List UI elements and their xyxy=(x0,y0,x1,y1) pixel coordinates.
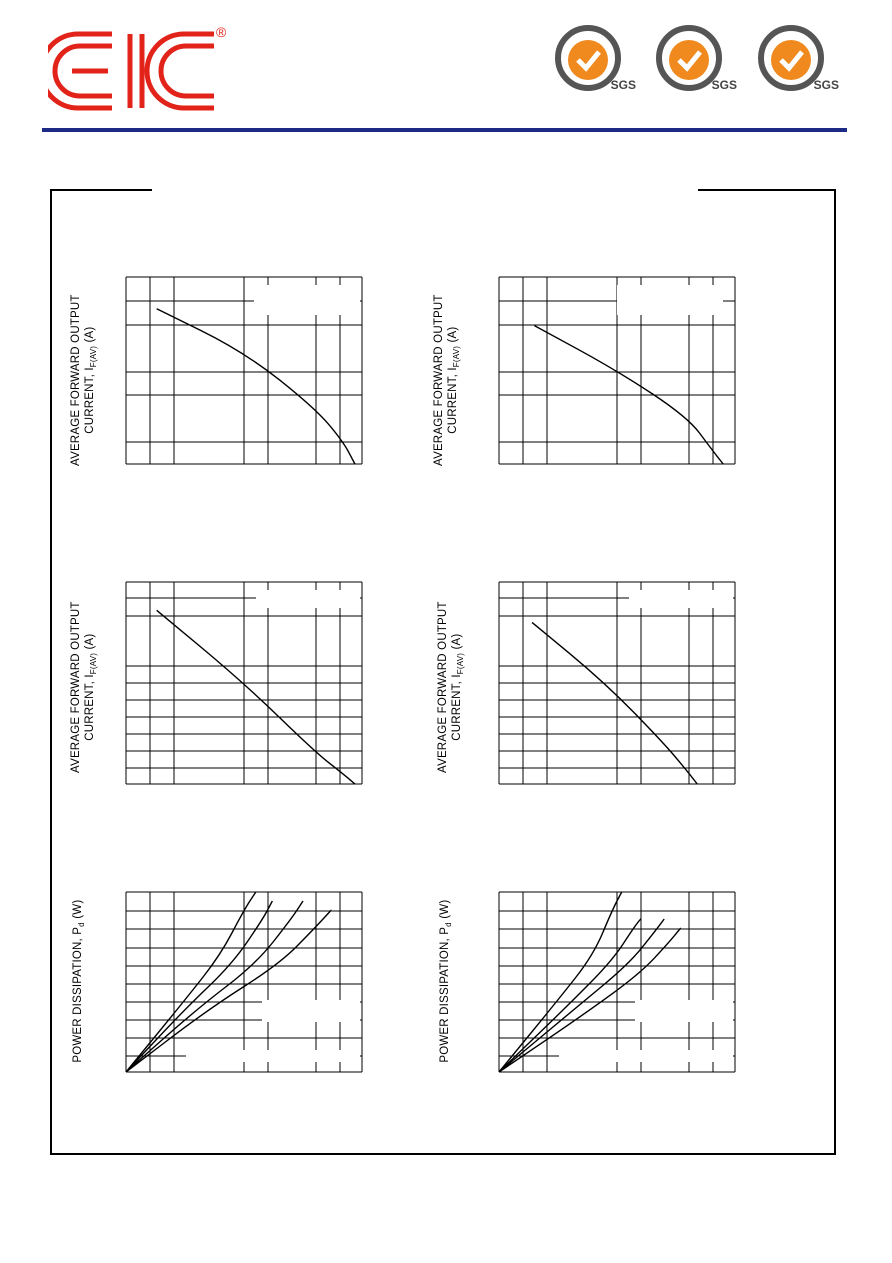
chart-current-middle-left xyxy=(126,582,362,784)
ylabel-power-bottom-left: POWER DISSIPATION, $P_d$ (W) xyxy=(71,899,87,1063)
sgs-label: SGS xyxy=(813,78,839,92)
legend-area xyxy=(559,1050,733,1062)
legend-area xyxy=(635,1000,733,1022)
ylabel-current-middle-left: AVERAGE FORWARD OUTPUT CURRENT, $I_{F(AV)}$ (A) xyxy=(69,601,99,773)
ylabel-current-middle-right: AVERAGE FORWARD OUTPUT CURRENT, $I_{F(AV)}$ (A) xyxy=(436,601,466,773)
eic-logo xyxy=(48,26,238,116)
chart-power-bottom-left xyxy=(126,892,362,1072)
iso9001-cert-badge xyxy=(554,20,636,98)
series-line-1 xyxy=(499,919,641,1072)
legend-area xyxy=(256,590,360,608)
series-line-2 xyxy=(499,919,664,1072)
legend-area xyxy=(186,1050,360,1062)
chart-power-bottom-right xyxy=(499,892,735,1072)
series-line-1 xyxy=(126,901,272,1072)
frame-title-gap xyxy=(152,186,698,194)
series-line-0 xyxy=(532,622,697,784)
iso14001-cert-badge xyxy=(655,20,737,98)
header-rule xyxy=(42,128,847,132)
legend-area xyxy=(262,1000,360,1022)
series-line-0 xyxy=(126,892,256,1072)
sgs-label: SGS xyxy=(610,78,636,92)
series-line-3 xyxy=(126,910,331,1072)
series-line-0 xyxy=(157,610,355,784)
series-line-0 xyxy=(157,309,355,464)
sgs-label: SGS xyxy=(711,78,737,92)
isots16949-cert-badge xyxy=(757,20,839,98)
chart-current-middle-right xyxy=(499,582,735,784)
chart-current-top-left xyxy=(126,277,362,464)
ylabel-current-top-left: AVERAGE FORWARD OUTPUT CURRENT, $I_{F(AV)}$ (A) xyxy=(69,294,99,466)
legend-area xyxy=(617,285,723,315)
series-line-2 xyxy=(126,901,303,1072)
ylabel-current-top-right: AVERAGE FORWARD OUTPUT CURRENT, $I_{F(AV)}$ (A) xyxy=(432,294,462,466)
registered-mark: ® xyxy=(216,24,227,40)
series-line-0 xyxy=(499,892,622,1072)
chart-current-top-right xyxy=(499,277,735,464)
legend-area xyxy=(254,285,360,315)
ylabel-power-bottom-right: POWER DISSIPATION, $P_d$ (W) xyxy=(438,899,454,1063)
legend-area xyxy=(629,590,733,608)
